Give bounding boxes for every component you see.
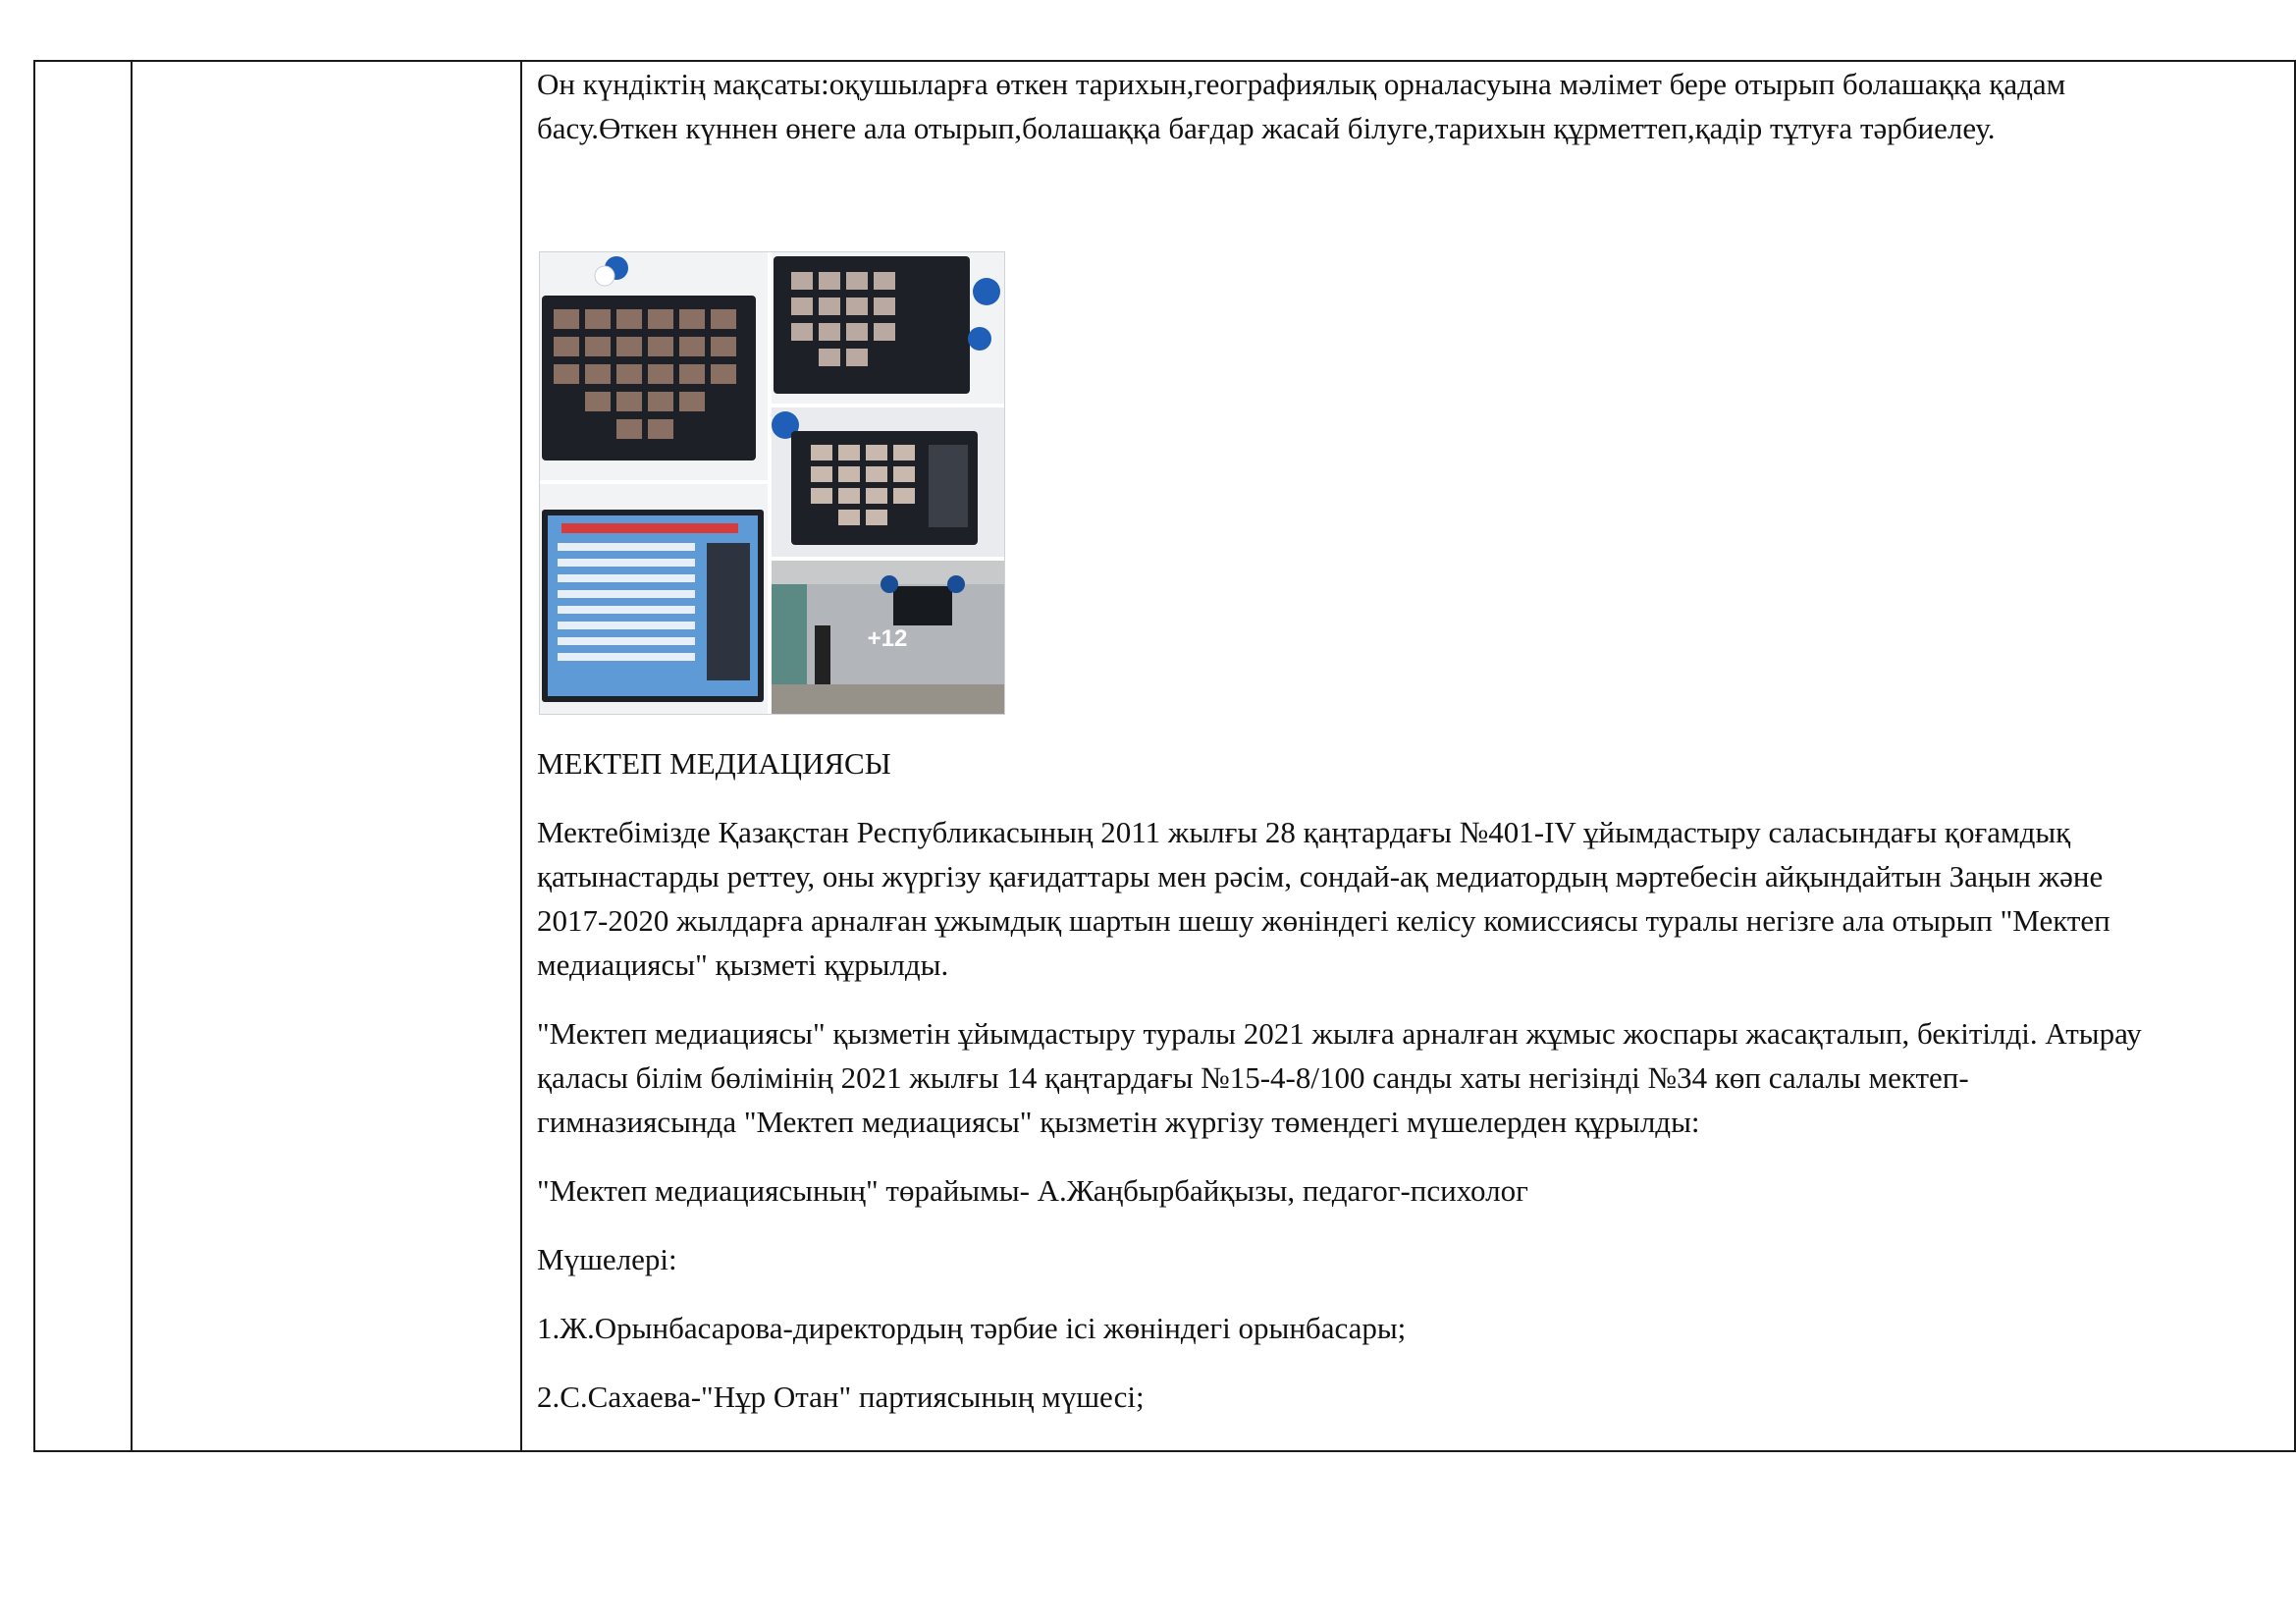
photo-tv-left bbox=[540, 252, 768, 480]
photo-tv-right-middle bbox=[772, 407, 1004, 557]
empty-cell-number bbox=[34, 61, 132, 1451]
intro-line-2: басу.Өткен күннен өнеге ала отырып,болашаққа бағдар жасай білуге,тарихын құрметтеп,қадір тұтуға тәрбиелеу. bbox=[537, 111, 1996, 145]
p2-line-1: "Мектеп медиациясы" қызметін ұйымдастыру туралы 2021 жылға арналған жұмыс жоспары жасақталып, бекітілді. Атырау bbox=[537, 1016, 2142, 1051]
more-photos-count: +12 bbox=[867, 625, 908, 652]
mediation-paragraph-1 bbox=[537, 810, 2282, 987]
photo-classroom bbox=[772, 561, 1004, 714]
p1-line-1: Мектебімізде Қазақстан Республикасының 2011 жылғы 28 қаңтардағы №401-IV ұйымдастыру саласындағы қоғамдық bbox=[537, 815, 2071, 849]
p1-line-3: 2017-2020 жылдарға арналған ұжымдық шартын шешу жөніндегі келісу комиссиясы туралы негізге ала отырып "Мектеп bbox=[537, 903, 2110, 938]
intro-paragraph bbox=[537, 62, 2282, 150]
content-cell bbox=[521, 61, 2295, 1451]
p2-line-2: қаласы білім бөлімінің 2021 жылғы 14 қаңтардағы №15-4-8/100 санды хаты негізінді №34 көп салалы мектеп- bbox=[537, 1060, 1969, 1095]
table-row bbox=[34, 61, 2295, 1451]
p1-line-4: медиациясы" қызметі құрылды. bbox=[537, 947, 949, 982]
p2-line-3: гимназиясында "Мектеп медиациясы" қызметін жүргізу төмендегі мүшелерден құрылды: bbox=[537, 1105, 1700, 1139]
intro-line-1: Он күндіктің мақсаты:оқушыларға өткен тарихын,географиялық орналасуына мәлімет бере отырып болашаққа қадам bbox=[537, 67, 2066, 101]
chair-line: "Мектеп медиациясының" төрайымы- А.Жаңбырбайқызы, педагог-психолог bbox=[537, 1173, 1528, 1208]
p1-line-2: қатынастарды реттеу, оны жүргізу қағидаттары мен рәсім, сондай-ақ медиатордың мәртебесін айқындайтын Заңын және bbox=[537, 859, 2104, 893]
collage-svg bbox=[540, 252, 1004, 714]
photo-tv-right-top bbox=[772, 252, 1004, 404]
photo-slide-table bbox=[540, 484, 768, 714]
document-table bbox=[33, 60, 2296, 1452]
member-1: 1.Ж.Орынбасарова-директордың тәрбие ісі жөніндегі орынбасары; bbox=[537, 1311, 1407, 1345]
empty-cell-title bbox=[132, 61, 521, 1451]
member-2: 2.С.Сахаева-"Нұр Отан" партиясының мүшесі; bbox=[537, 1380, 1145, 1414]
mediation-paragraph-2 bbox=[537, 1011, 2282, 1144]
members-label: Мүшелері: bbox=[537, 1242, 677, 1276]
section-heading: МЕКТЕП МЕДИАЦИЯСЫ bbox=[537, 746, 891, 781]
photo-collage bbox=[539, 251, 1005, 715]
